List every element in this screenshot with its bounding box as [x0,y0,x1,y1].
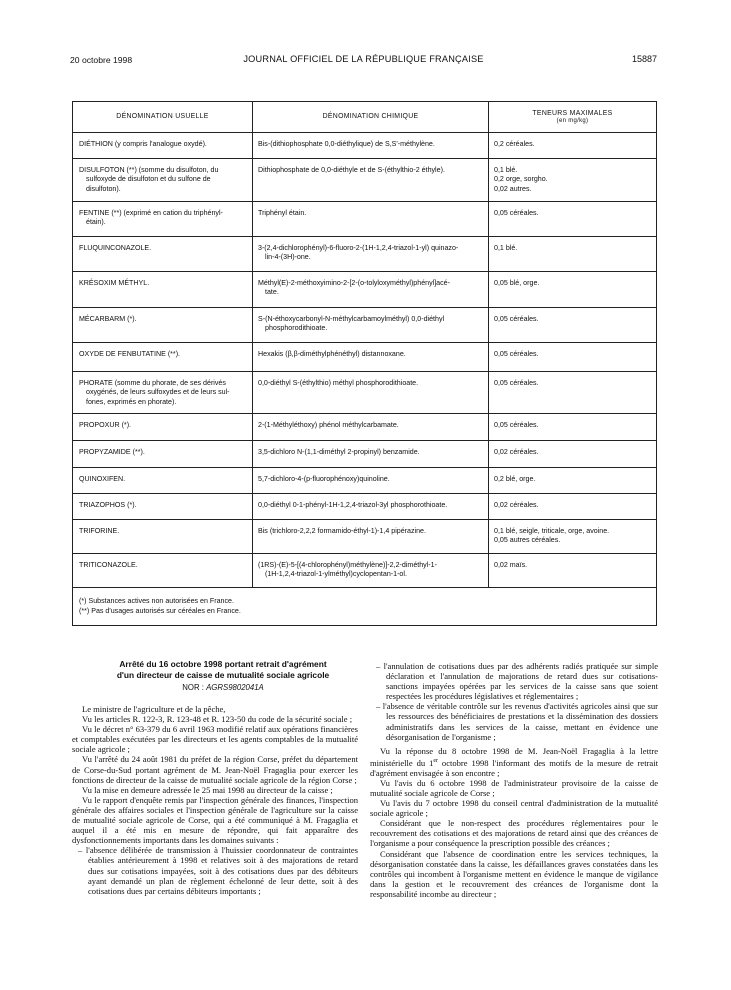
paragraph: Vu les articles R. 122-3, R. 123-48 et R. 123-50 du code de la sécurité sociale ; [82,714,353,725]
chemical-name-cell [253,554,489,588]
paragraph: Considérant que le non-respect des procédures réglementaires pour le recouvrement des cotisations et des majorations de retard ainsi que des créances de l'organisme a pour conséquence la prescription possible des créances ; [370,818,658,849]
usual-name-cell [73,343,253,372]
table-footnote-row [73,588,657,626]
cell-line: 0,02 céréales. [494,501,539,509]
cell-line: PROPOXUR (*). [79,421,132,429]
cell-line: Triphényl étain. [258,209,307,217]
cell-line: 0,05 céréales. [494,350,539,358]
cell-line: 2-(1-Méthyléthoxy) phénol méthylcarbamate. [258,421,399,429]
cell-line: 3-(2,4-dichlorophényl)-6-fluoro-2-(1H-1,2,4-triazol-1-yl) quinazo- [258,244,459,252]
cell-line: TRIAZOPHOS (*). [79,501,137,509]
usual-name-cell [73,308,253,343]
arrete-title-line: Arrêté du 16 octobre 1998 portant retrait d'agrément [119,659,327,669]
table-row [73,159,657,202]
cell-line: étain). [86,218,106,227]
cell-line: Bis-(dithiophosphate 0,0-diéthylique) de S,S'-méthylène. [258,140,435,148]
cell-line: DISULFOTON (**) (somme du disulfoton, du [79,166,219,174]
usual-name-cell [73,468,253,494]
left-text-column [72,704,358,896]
paragraph: Vu le rapport d'enquête remis par l'inspection générale des finances, l'inspection générale des affaires sociales et l'inspection générale de l'agriculture sur la caisse de mutualité sociale agricole de Corse, qui a été communiqué à M. Fragaglia et auquel il a été mis en mesure de répondre, qui fait apparaître des dysfonctionnements importants dans les domaines suivants : [72,794,358,846]
journal-title: JOURNAL OFFICIEL DE LA RÉPUBLIQUE FRANÇAISE [243,54,484,64]
cell-line: 0,2 blé, orge. [494,475,536,483]
cell-line: lin-4-(3H)-one. [265,253,311,262]
cell-line: 0,05 autres céréales. [494,536,561,545]
footnote: (*) Substances actives non autorisées en France. [79,597,234,605]
max-content-cell [489,554,657,588]
table-row [73,202,657,237]
right-text-column [370,661,658,899]
cell-line: 0,2 orge, sorgho. [494,175,548,184]
paragraph: Vu le décret n° 63-379 du 6 avril 1963 modifié relatif aux opérations financières et comptables exécutées par les directeurs et les agents comptables de la mutualité sociale agricole ; [72,724,358,755]
max-content-cell [489,133,657,159]
chemical-name-cell [253,202,489,237]
dash-item: – l'absence de véritable contrôle sur les revenus d'activités agricoles ainsi que sur les ressources des bénéficiaires de prestations et la dissémination des dossiers administratifs dans les services de la caisse, mettant en évidence une désorganisation de l'organisme ; [376,701,658,742]
header-max-content-label: TENEURS MAXIMALES [532,109,613,117]
usual-name-cell [73,202,253,237]
arrete-title [78,659,368,680]
cell-line: TRIFORINE. [79,527,120,535]
usual-name-cell [73,554,253,588]
chemical-name-cell [253,308,489,343]
cell-line: MÉCARBARM (*). [79,315,137,323]
table-row [73,133,657,159]
header-usual-name: DÉNOMINATION USUELLE [73,102,253,133]
table-row [73,343,657,372]
chemical-name-cell [253,133,489,159]
table-row [73,520,657,554]
cell-line: disulfoton). [86,184,121,193]
nor-reference [78,683,368,692]
header-max-content [489,102,657,133]
arrete-title-line: d'un directeur de caisse de mutualité sociale agricole [116,669,330,680]
chemical-name-cell [253,494,489,520]
chemical-name-cell [253,343,489,372]
cell-line: FENTINE (**) (exprimé en cation du triphényl- [79,209,223,217]
table-row [73,468,657,494]
table-header-row [73,102,657,133]
chemical-name-cell [253,372,489,414]
max-content-cell [489,468,657,494]
header-date: 20 octobre 1998 [70,55,133,65]
cell-line: 0,02 céréales. [494,448,539,456]
cell-line: Dithiophosphate de 0,0-diéthyle et de S-(éthylthio-2 éthyle). [258,166,445,174]
dash-item: – l'absence délibérée de transmission à l'huissier coordonnateur de contraintes établies antérieurement à 1998 et relatives soit à des majorations de retard dues sur cotisations impayées, soit à des cotisations dues par des débiteurs ayant demandé un plan de règlement échelonné de leur dette, soit à des cotisations dues par certains débiteurs importants ; [78,845,358,896]
cell-line: FLUQUINCONAZOLE. [79,244,152,252]
cell-line: 0,05 céréales. [494,209,539,217]
chemical-name-cell [253,237,489,272]
max-content-cell [489,237,657,272]
chemical-name-cell [253,272,489,308]
cell-line: Bis (trichloro-2,2,2 formamido-éthyl-1)-1,4 pipérazine. [258,527,426,535]
cell-line: Hexakis (β,β-diméthylphénéthyl) distannoxane. [258,350,406,358]
usual-name-cell [73,494,253,520]
table-row [73,372,657,414]
cell-line: KRÉSOXIM MÉTHYL. [79,279,150,287]
max-content-cell [489,343,657,372]
nor-label: NOR : [182,683,204,692]
usual-name-cell [73,159,253,202]
cell-line: 0,0-diéthyl S-(éthylthio) méthyl phosphorodithioate. [258,379,419,387]
table-row [73,414,657,441]
cell-line: 0,2 céréales. [494,140,535,148]
max-content-cell [489,159,657,202]
cell-line: Méthyl(E)-2-méthoxyimino-2-[2-(o-tolyloxyméthyl)phényl]acé- [258,279,450,287]
chemical-name-cell [253,441,489,468]
residue-limits-table [72,101,657,626]
table-row [73,494,657,520]
usual-name-cell [73,520,253,554]
chemical-name-cell [253,520,489,554]
header-max-content-unit: (en mg/kg) [556,118,589,125]
usual-name-cell [73,133,253,159]
chemical-name-cell [253,159,489,202]
table-row [73,237,657,272]
cell-line: OXYDE DE FENBUTATINE (**). [79,350,181,358]
cell-line: 0,02 autres. [494,184,532,193]
usual-name-cell [73,414,253,441]
table-row [73,441,657,468]
header-chemical-name: DÉNOMINATION CHIMIQUE [253,102,489,133]
max-content-cell [489,202,657,237]
cell-line: 0,1 blé. [494,244,518,252]
dash-item: – l'annulation de cotisations dues par des adhérents radiés pratiquée sur simple déclaration et l'annulation de majorations de retard dues sur cotisations-sanctions impayées opérées par les services de la caisse sans que soient respectées les procédures législatives et réglementaires ; [376,661,658,702]
paragraph: Considérant que l'absence de coordination entre les services techniques, la désorganisation constatée dans la caisse, les défaillances graves constatées dans les contrôles qui incombent à l'organisme mettent en évidence le manque de vigilance dans la gestion et le recouvrement des créances de l'organisme dont la responsabilité incombe au directeur ; [370,848,658,899]
cell-line: fones, exprimés en phorate). [86,397,177,406]
footnote: (**) Pas d'usages autorisés sur céréales en France. [79,606,241,615]
max-content-cell [489,494,657,520]
cell-line: oxygénés, de leurs sulfoxydes et de leurs sul- [86,388,230,397]
chemical-name-cell [253,414,489,441]
cell-line: 0,05 blé, orge. [494,279,540,287]
usual-name-cell [73,237,253,272]
paragraph: Vu l'arrêté du 24 août 1981 du préfet de la région Corse, préfet du département de Corse-du-Sud portant agrément de M. Jean-Noël Fragaglia pour exercer les fonctions de directeur de la caisse de mutualité sociale agricole de la région Corse ; [72,754,358,785]
paragraph: Vu l'avis du 6 octobre 1998 de l'administrateur provisoire de la caisse de mutualité sociale agricole de Corse ; [370,777,658,798]
chemical-name-cell [253,468,489,494]
cell-line: sulfoxyde de disulfoton et du sulfone de [86,175,211,184]
nor-code: AGRS9802041A [206,683,264,692]
table-row [73,272,657,308]
cell-line: 0,05 céréales. [494,421,539,429]
max-content-cell [489,372,657,414]
table-row [73,554,657,588]
max-content-cell [489,441,657,468]
paragraph: Vu l'avis du 7 octobre 1998 du conseil central d'administration de la mutualité sociale agricole ; [370,798,658,819]
cell-line: TRITICONAZOLE. [79,561,138,569]
cell-line: 0,05 céréales. [494,379,539,387]
cell-line: tate. [265,288,279,297]
cell-line: S-(N-éthoxycarbonyl-N-méthylcarbamoylméthyl) 0,0-diéthyl [258,315,445,323]
max-content-cell [489,520,657,554]
page-number: 15887 [631,54,657,64]
paragraph: Le ministre de l'agriculture et de la pêche, [82,704,226,714]
paragraph: Vu la réponse du 8 octobre 1998 de M. Jean-Noël Fragaglia à la lettre ministérielle du 1er octobre 1998 l'informant des motifs de la mesure de retrait d'agrément envisagée à son encontre ; [370,745,658,778]
cell-line: 0,02 maïs. [494,561,528,569]
cell-line: QUINOXIFEN. [79,475,126,483]
usual-name-cell [73,272,253,308]
table-row [73,308,657,343]
usual-name-cell [73,372,253,414]
cell-line: 0,05 céréales. [494,315,539,323]
cell-line: (1RS)-(E)-5-[(4-chlorophényl)méthylène)]-2,2-diméthyl-1- [258,561,437,569]
page-header [70,52,657,68]
paragraph: Vu la mise en demeure adressée le 25 mai 1998 au directeur de la caisse ; [82,784,333,795]
cell-line: 3,5-dichloro N-(1,1-diméthyl 2-propinyl) benzamide. [258,448,420,456]
cell-line: (1H-1,2,4-triazol-1-ylméthyl)cyclopentan-1-ol. [265,570,407,579]
max-content-cell [489,272,657,308]
cell-line: PHORATE (somme du phorate, de ses dérivés [79,379,226,387]
max-content-cell [489,308,657,343]
cell-line: phosphorodithioate. [265,324,328,333]
cell-line: DIÉTHION (y compris l'analogue oxydé). [79,140,207,148]
table-footnotes [73,588,657,626]
usual-name-cell [73,441,253,468]
cell-line: 0,1 blé. [494,166,518,174]
cell-line: 0,1 blé, seigle, triticale, orge, avoine. [494,527,610,535]
cell-line: 5,7-dichloro-4-(p-fluorophénoxy)quinoline. [258,475,390,483]
max-content-cell [489,414,657,441]
cell-line: PROPYZAMIDE (**). [79,448,145,456]
cell-line: 0,0-diéthyl 0-1-phényl-1H-1,2,4-triazol-3yl phosphorothioate. [258,501,448,509]
